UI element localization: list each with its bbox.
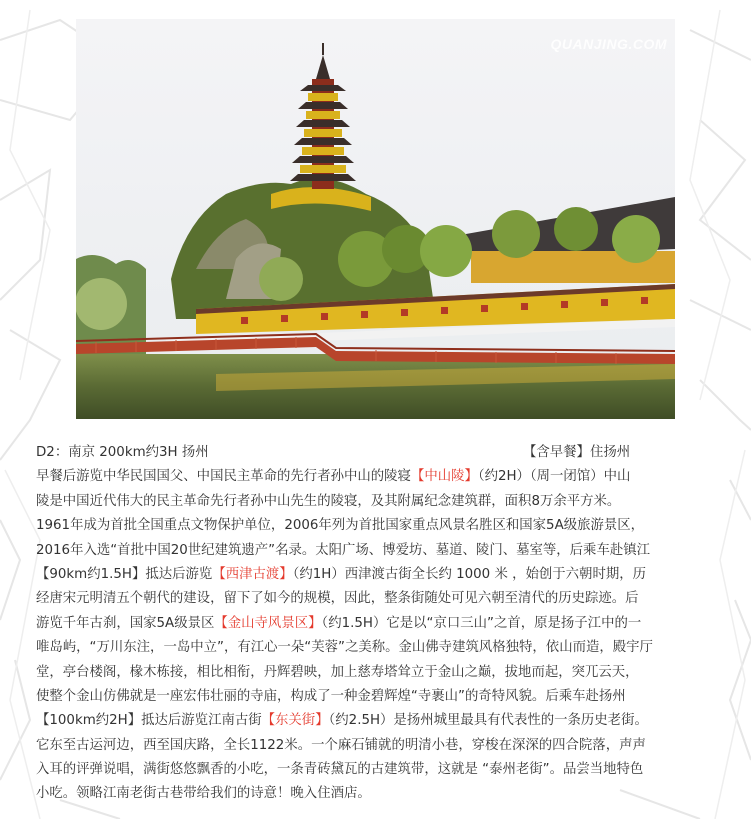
itinerary-text-segment: 1961年成为首批全国重点文物保护单位，2006年列为首批国家重点风景名胜区和国家5A级旅游景区， xyxy=(36,518,645,534)
meals-hotel: 【含早餐】住扬州 xyxy=(523,445,631,460)
itinerary-line xyxy=(36,465,726,489)
itinerary-line xyxy=(36,612,726,636)
day-header xyxy=(36,441,726,465)
itinerary-text-segment: 游览千年古刹，国家5A级景区 xyxy=(36,615,215,631)
itinerary-line xyxy=(36,490,726,514)
itinerary-line xyxy=(36,661,726,685)
itinerary-text-segment: 【100km约2H】抵达后游览江南古街 xyxy=(36,713,262,729)
itinerary-text-segment: 入耳的评弹说唱，满街悠悠飘香的小吃，一条青砖黛瓦的古建筑带，这就是 “泰州老街”。品尝当地特色 xyxy=(36,762,644,778)
itinerary-text-segment: （约1H）西津渡古街全长约 1000 米 ，始创于六朝时期，历 xyxy=(292,566,647,582)
itinerary-line xyxy=(36,563,726,587)
itinerary-text-segment: 使整个金山仿佛就是一座宏伟壮丽的寺庙，构成了一种金碧辉煌“寺裹山”的奇特风貌。后乘车赴扬州 xyxy=(36,688,626,704)
attraction-name: 【西津古渡】 xyxy=(212,566,293,582)
itinerary-text-segment: 陵是中国近代伟大的民主革命先行者孙中山先生的陵寝，及其附属纪念建筑群，面积8万余平方米。 xyxy=(36,493,621,509)
itinerary-text-segment: （约2.5H）是扬州城里最具有代表性的一条历史老街。 xyxy=(328,713,648,729)
day-route: D2：南京 200km约3H 扬州 xyxy=(36,445,209,460)
temple-photo xyxy=(76,19,675,419)
itinerary-text-segment: 它东至古运河边，西至国庆路，全长1122米。一个麻石铺就的明清小巷，穿梭在深深的四合院落，声声 xyxy=(36,737,646,753)
itinerary-text-segment: 小吃。领略江南老街古巷带给我们的诗意！晚入住酒店。 xyxy=(36,786,371,802)
itinerary-line xyxy=(36,758,726,782)
itinerary-line xyxy=(36,636,726,660)
photo-watermark: QUANJING.COM xyxy=(550,36,667,52)
attraction-name: 【金山寺风景区】 xyxy=(214,615,322,631)
itinerary-text-segment: 堂，亭台楼阁，椽木栋接，相比相衔，丹辉碧映，加上慈寿塔耸立于金山之巅，拔地而起，突兀云天， xyxy=(36,664,639,680)
itinerary-line xyxy=(36,587,726,611)
attraction-name: 【中山陵】 xyxy=(410,469,478,485)
itinerary-line xyxy=(36,734,726,758)
itinerary-body xyxy=(36,465,726,806)
itinerary-line xyxy=(36,685,726,709)
itinerary-text-segment: （约1.5H）它是以“京口三山”之首，原是扬子江中的一 xyxy=(321,615,642,631)
itinerary-text-segment: 【90km约1.5H】抵达后游览 xyxy=(36,566,213,582)
itinerary-text-segment: 唯岛屿，“万川东注，一岛中立”，有江心一朵“芙蓉”之美称。金山佛寺建筑风格独特，依山而造，殿宇厅 xyxy=(36,640,653,656)
itinerary-line xyxy=(36,514,726,538)
temple-photo-illustration xyxy=(76,19,675,419)
itinerary-text-segment: （约2H）（周一闭馆）中山 xyxy=(477,469,631,485)
itinerary-text-segment: 早餐后游览中华民国国父、中国民主革命的先行者孙中山的陵寝 xyxy=(36,469,411,485)
itinerary-line xyxy=(36,782,726,806)
itinerary-text-segment: 2016年入选“首批中国20世纪建筑遗产”名录。太阳广场、博爱坊、墓道、陵门、墓室等，后乘车赴镇江 xyxy=(36,542,651,558)
itinerary-text xyxy=(36,441,726,807)
itinerary-text-segment: 经唐宋元明清五个朝代的建设，留下了如今的规模，因此，整条街随处可见六朝至清代的历史踪迹。后 xyxy=(36,591,639,607)
attraction-name: 【东关街】 xyxy=(261,713,329,729)
itinerary-line xyxy=(36,709,726,733)
itinerary-line xyxy=(36,539,726,563)
